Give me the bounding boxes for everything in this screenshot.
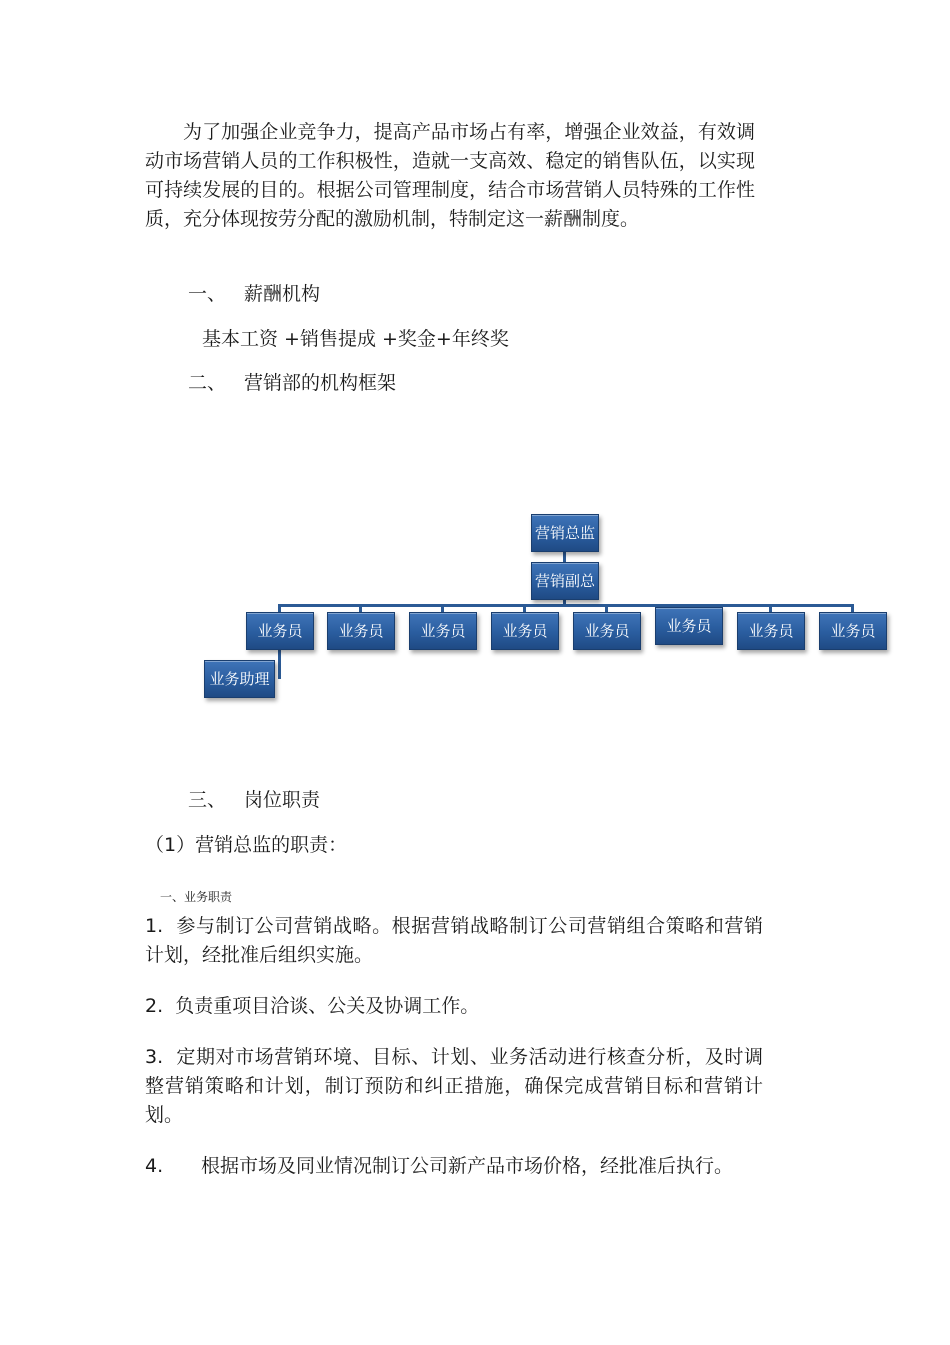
duty-item-1	[145, 912, 763, 970]
connector-assistant	[278, 647, 281, 679]
org-box-staff-1: 业务员	[246, 612, 314, 650]
org-box-staff-6: 业务员	[655, 607, 723, 645]
section-2-title: 营销部的机构框架	[244, 372, 397, 394]
duty-item-4-text: 根据市场及同业情况制订公司新产品市场价格，经批准后执行。	[201, 1155, 734, 1177]
org-box-director: 营销总监	[531, 514, 599, 552]
salary-formula: 基本工资 +销售提成 +奖金+年终奖	[202, 328, 509, 350]
duty-item-2-text: 负责重项目洽谈、公关及协调工作。	[175, 995, 480, 1017]
org-box-staff-5: 业务员	[573, 612, 641, 650]
org-box-staff-8: 业务员	[819, 612, 887, 650]
org-box-staff-7: 业务员	[737, 612, 805, 650]
org-box-staff-4: 业务员	[491, 612, 559, 650]
duty-item-2	[145, 992, 763, 1021]
section-3-number: 三、	[188, 789, 227, 811]
intro-paragraph: 为了加强企业竞争力，提高产品市场占有率，增强企业效益，有效调动市场营销人员的工作积极性，造就一支高效、稳定的销售队伍，以实现可持续发展的目的。根据公司管理制度，结合市场营销人员特殊的工作性质，充分体现按劳分配的激励机制，特制定这一薪酬制度。	[145, 121, 755, 230]
section-2-number: 二、	[188, 372, 227, 394]
duty-item-2-number: 2.	[145, 995, 164, 1017]
org-box-deputy: 营销副总	[531, 562, 599, 600]
duties-heading: （1）营销总监的职责：	[145, 834, 348, 856]
section-1-number: 一、	[188, 283, 227, 305]
duty-item-1-number: 1.	[145, 915, 164, 937]
connector-horizontal-bus	[278, 604, 852, 607]
section-3-heading	[188, 787, 320, 813]
org-box-assistant: 业务助理	[204, 660, 275, 698]
duty-item-4-number: 4.	[145, 1155, 164, 1177]
section-1-title: 薪酬机构	[244, 283, 321, 305]
duty-item-1-text: 参与制订公司营销战略。根据营销战略制订公司营销组合策略和营销计划，经批准后组织实施。	[145, 915, 763, 966]
org-box-staff-2: 业务员	[327, 612, 395, 650]
section-1-heading	[188, 281, 320, 307]
duty-item-3-number: 3.	[145, 1046, 164, 1068]
section-2-heading	[188, 370, 396, 396]
duty-item-3-text: 定期对市场营销环境、目标、计划、业务活动进行核查分析，及时调整营销策略和计划，制订预防和纠正措施，确保完成营销目标和营销计划。	[145, 1046, 763, 1126]
duty-item-3	[145, 1043, 763, 1130]
duties-subheading: 一、业务职责	[160, 890, 233, 904]
org-box-staff-3: 业务员	[409, 612, 477, 650]
section-3-title: 岗位职责	[244, 789, 321, 811]
